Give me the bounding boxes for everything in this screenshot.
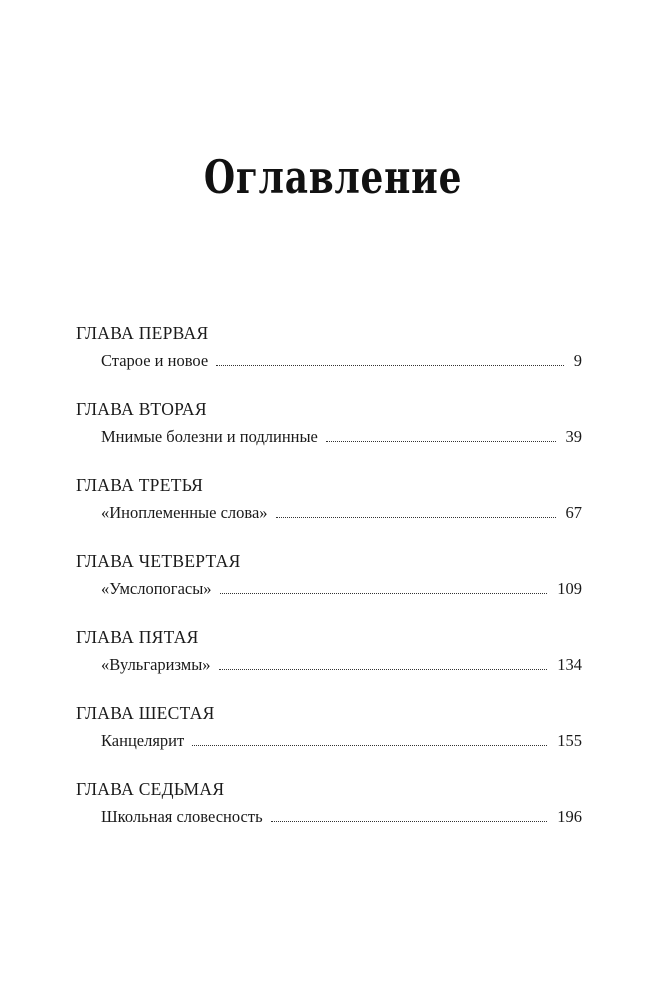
- chapter-heading: ГЛАВА ПЕРВАЯ: [76, 323, 209, 343]
- toc-chapter: [76, 702, 582, 778]
- chapter-title: «Иноплеменные слова»: [101, 503, 268, 522]
- page-number: 9: [573, 351, 582, 370]
- chapter-title: Мнимые болезни и подлинные: [101, 427, 318, 446]
- dot-leader: [216, 365, 564, 366]
- chapter-title: Канцелярит: [101, 731, 185, 750]
- toc-chapter: [76, 322, 582, 398]
- toc-chapter: [76, 778, 582, 854]
- chapter-title: «Вульгаризмы»: [101, 655, 211, 674]
- page-number: 134: [557, 655, 582, 674]
- dot-leader: [220, 593, 548, 594]
- page-number: 109: [557, 579, 582, 598]
- toc-chapter: [76, 626, 582, 702]
- page-title: Оглавление: [203, 150, 463, 204]
- table-of-contents: [76, 322, 582, 854]
- chapter-heading: ГЛАВА ВТОРАЯ: [76, 399, 207, 419]
- toc-entry: [101, 502, 582, 524]
- chapter-title: «Умслопогасы»: [101, 579, 212, 598]
- toc-entry: [101, 654, 582, 676]
- dot-leader: [219, 669, 548, 670]
- chapter-heading: ГЛАВА ТРЕТЬЯ: [76, 475, 204, 495]
- dot-leader: [276, 517, 556, 518]
- page-number: 155: [557, 731, 582, 750]
- toc-chapter: [76, 550, 582, 626]
- chapter-heading: ГЛАВА СЕДЬМАЯ: [76, 779, 225, 799]
- toc-entry: [101, 578, 582, 600]
- toc-chapter: [76, 398, 582, 474]
- chapter-heading: ГЛАВА ЧЕТВЕРТАЯ: [76, 551, 241, 571]
- chapter-title: Старое и новое: [101, 351, 209, 370]
- chapter-heading: ГЛАВА ШЕСТАЯ: [76, 703, 215, 723]
- chapter-heading: ГЛАВА ПЯТАЯ: [76, 627, 199, 647]
- page-number: 196: [557, 807, 582, 826]
- dot-leader: [192, 745, 547, 746]
- toc-entry: [101, 730, 582, 752]
- toc-entry: [101, 350, 582, 372]
- page-number: 39: [565, 427, 582, 446]
- dot-leader: [271, 821, 548, 822]
- toc-entry: [101, 426, 582, 448]
- chapter-title: Школьная словесность: [101, 807, 263, 826]
- page-number: 67: [565, 503, 582, 522]
- toc-chapter: [76, 474, 582, 550]
- dot-leader: [326, 441, 556, 442]
- toc-entry: [101, 806, 582, 828]
